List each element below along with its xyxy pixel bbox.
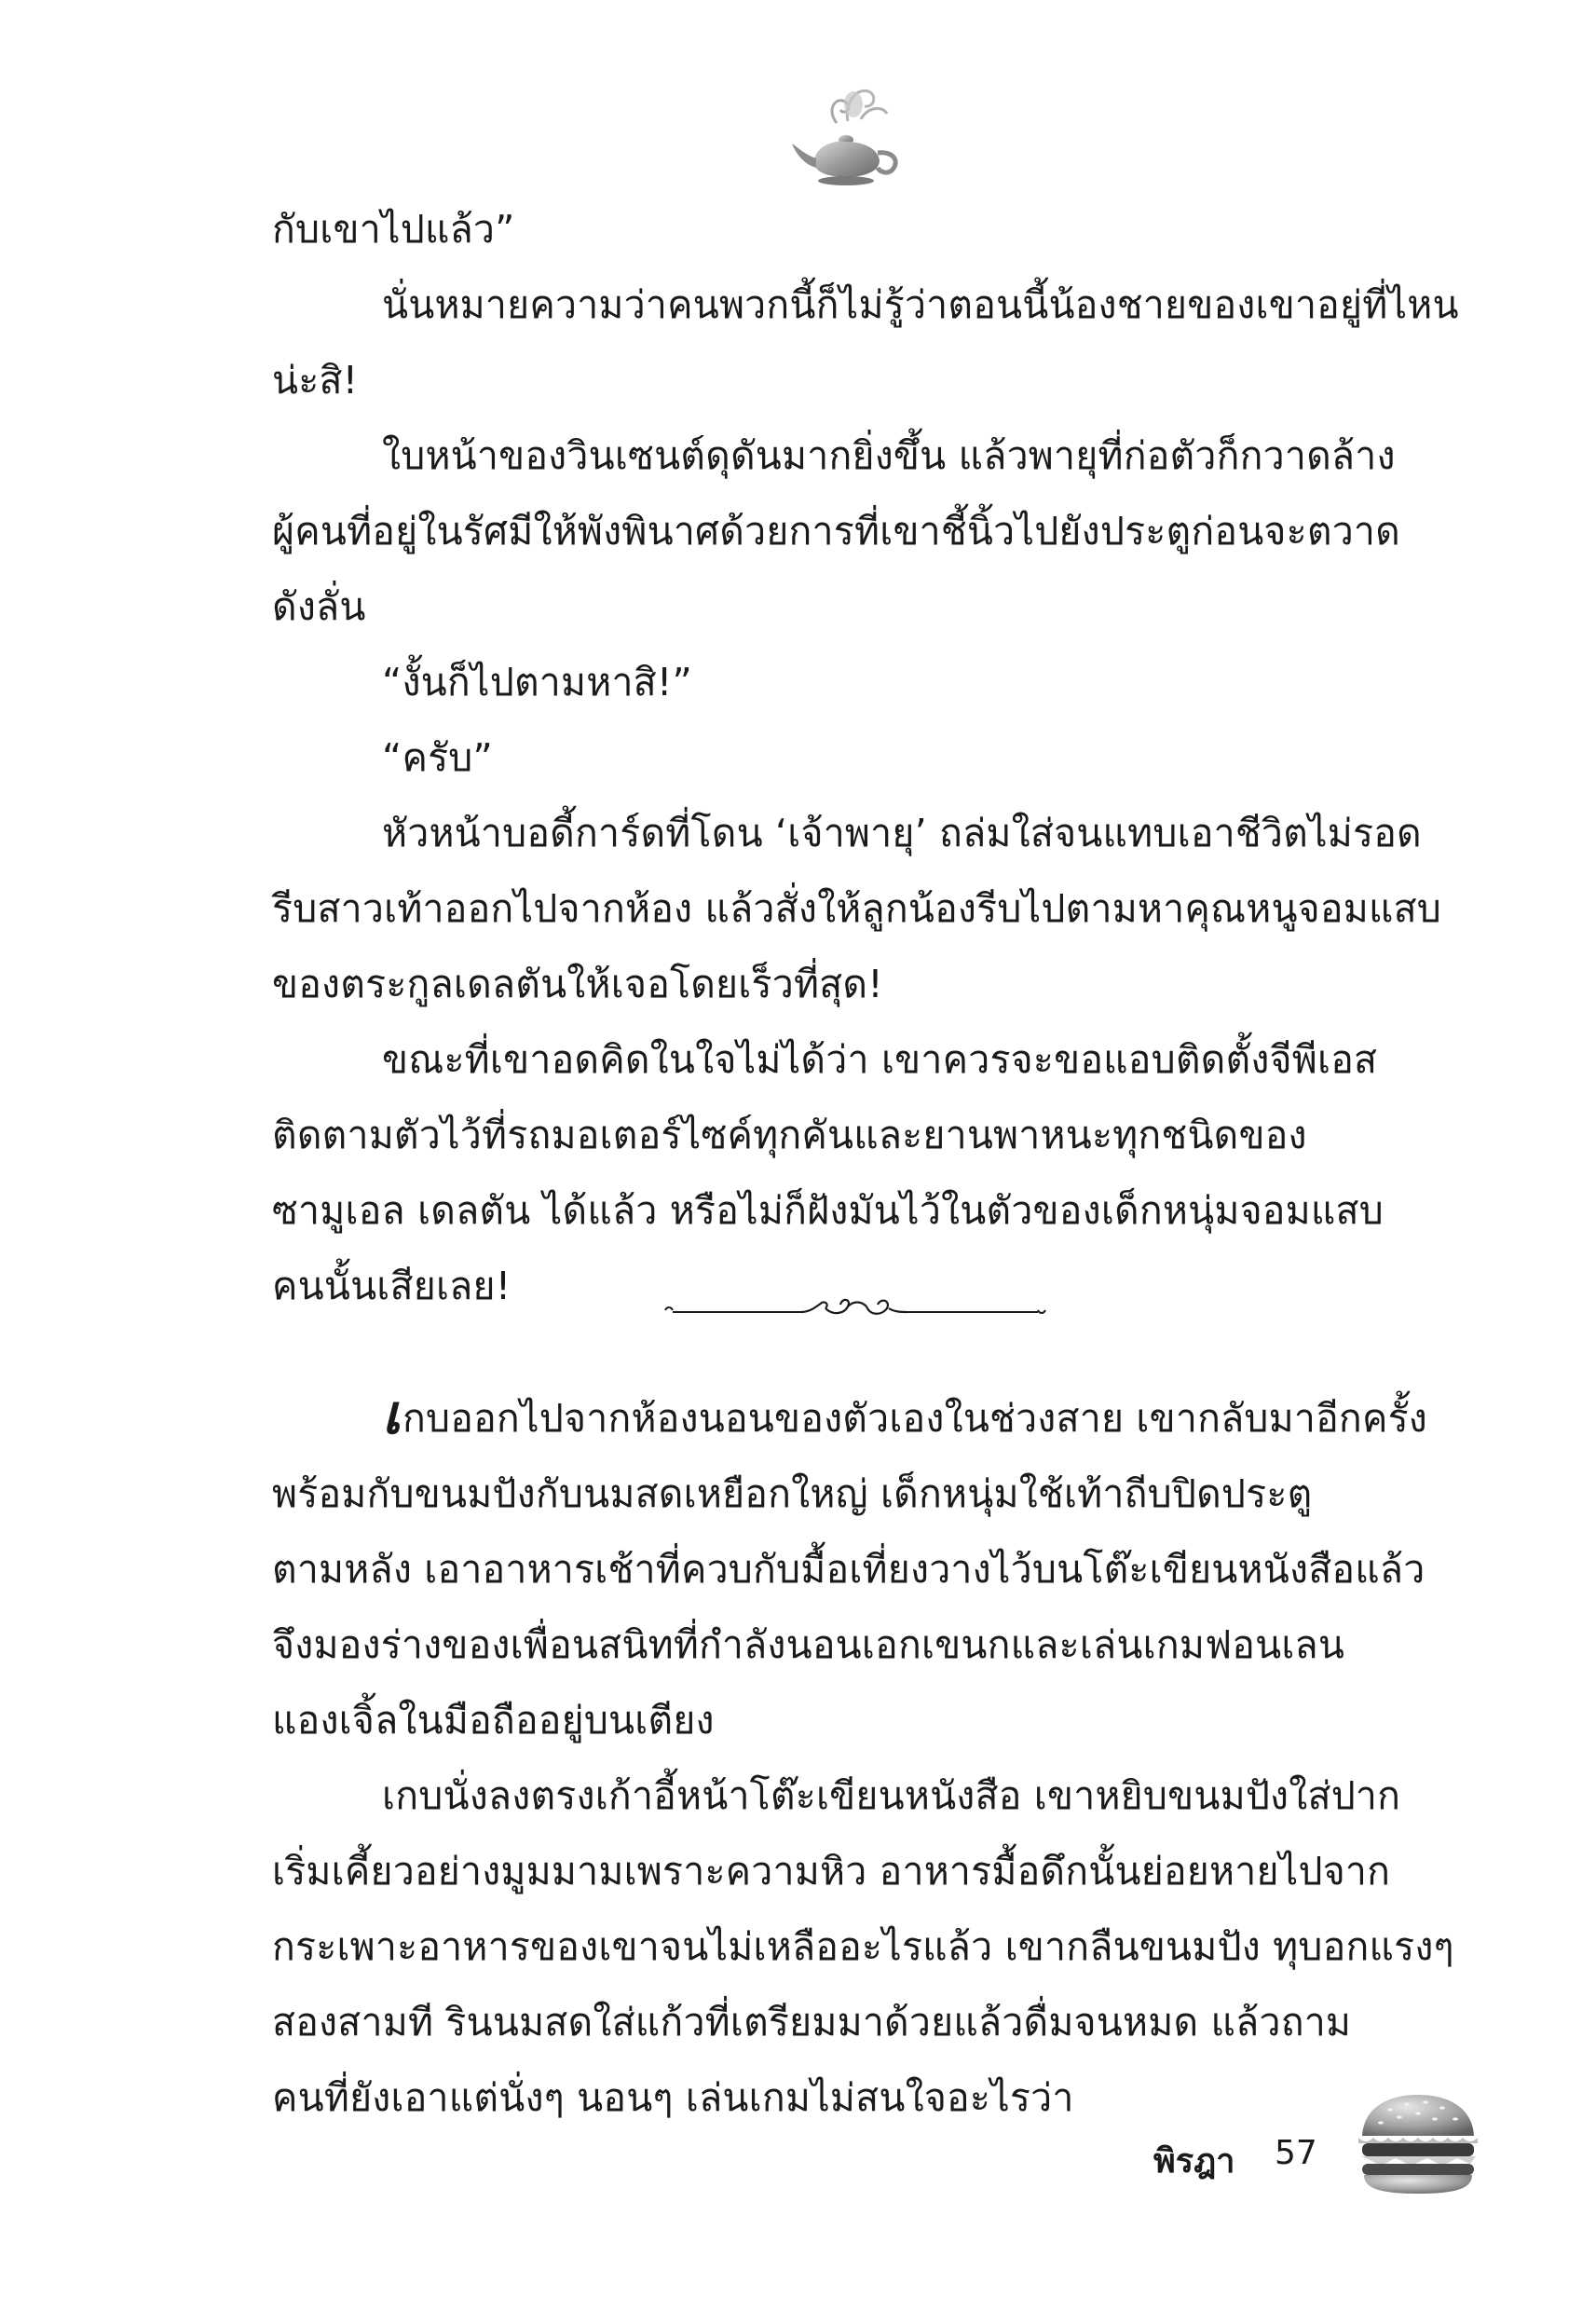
text-line: นั่นหมายความว่าคนพวกนี้ก็ไม่รู้ว่าตอนนี้น้องชายของเขาอยู่ที่ไหน [382,282,1459,327]
text-block-2 [272,1381,1454,2136]
text-line: น่ะสิ! [272,358,359,403]
text-line: กับเขาไปแล้ว” [272,207,515,252]
flourish-divider-icon [662,1288,1053,1334]
text-line: ติดตามตัวไว้ที่รถมอเตอร์ไซค์ทุกคันและยานพาหนะทุกชนิดของ [272,1113,1307,1157]
text-line: จึงมองร่างของเพื่อนสนิทที่กำลังนอนเอกเขนกและเล่นเกมฟอนเลน [272,1622,1345,1667]
text-line: สองสามที รินนมสดใส่แก้วที่เตรียมมาด้วยแล้วดื่มจนหมด แล้วถาม [272,2000,1352,2044]
text-line-content: กบออกไปจากห้องนอนของตัวเองในช่วงสาย เขากลับมาอีกครั้ง [402,1396,1428,1441]
text-line: ขณะที่เขาอดคิดในใจไม่ได้ว่า เขาควรจะขอแอบติดตั้งจีพีเอส [382,1037,1378,1082]
text-line: ดังลั่น [272,584,366,629]
text-line: ผู้คนที่อยู่ในรัศมีให้พังพินาศด้วยการที่เขาชี้นิ้วไปยังประตูก่อนจะตวาด [272,509,1400,554]
text-block-1 [272,192,1459,1324]
footer-author: พิรฎา [1153,2142,1235,2181]
text-line: หัวหน้าบอดี้การ์ดที่โดน ‘เจ้าพายุ’ ถล่มใส่จนแทบเอาชีวิตไม่รอด [382,811,1422,855]
text-line: คนที่ยังเอาแต่นั่งๆ นอนๆ เล่นเกมไม่สนใจอะไรว่า [272,2075,1074,2120]
teapot-ornament-icon [788,67,909,198]
text-line: “ครับ” [382,735,493,780]
text-line: ตามหลัง เอาอาหารเช้าที่ควบกับมื้อเที่ยงวางไว้บนโต๊ะเขียนหนังสือแล้ว [272,1547,1425,1592]
text-line: ซามูเอล เดลตัน ได้แล้ว หรือไม่ก็ฝังมันไว้ในตัวของเด็กหนุ่มจอมแสบ [272,1188,1384,1233]
drop-cap: เ [382,1383,402,1446]
text-line: เกบนั่งลงตรงเก้าอี้หน้าโต๊ะเขียนหนังสือ เขาหยิบขนมปังใส่ปาก [382,1773,1401,1818]
text-line: คนนั้นเสียเลย! [272,1264,512,1308]
text-line: พร้อมกับขนมปังกับนมสดเหยือกใหญ่ เด็กหนุ่มใช้เท้าถีบปิดประตู [272,1471,1313,1516]
text-line: เริ่มเคี้ยวอย่างมูมมามเพราะความหิว อาหารมื้อดึกนั้นย่อยหายไปจาก [272,1849,1391,1894]
text-line: แองเจิ้ลในมือถืออยู่บนเตียง [272,1698,715,1743]
text-line: “งั้นก็ไปตามหาสิ!” [382,660,692,704]
page-number: 57 [1275,2134,1317,2172]
burger-icon [1353,2087,1483,2199]
text-line: กระเพาะอาหารของเขาจนไม่เหลืออะไรแล้ว เขากลืนขนมปัง ทุบอกแรงๆ [272,1924,1454,1969]
text-line: ใบหน้าของวินเซนต์ดุดันมากยิ่งขึ้น แล้วพายุที่ก่อตัวก็กวาดล้าง [382,433,1396,478]
text-line [272,1381,1432,1456]
text-line: รีบสาวเท้าออกไปจากห้อง แล้วสั่งให้ลูกน้องรีบไปตามหาคุณหนูจอมแสบ [272,886,1442,931]
text-line: ของตระกูลเดลตันให้เจอโดยเร็วที่สุด! [272,962,883,1006]
